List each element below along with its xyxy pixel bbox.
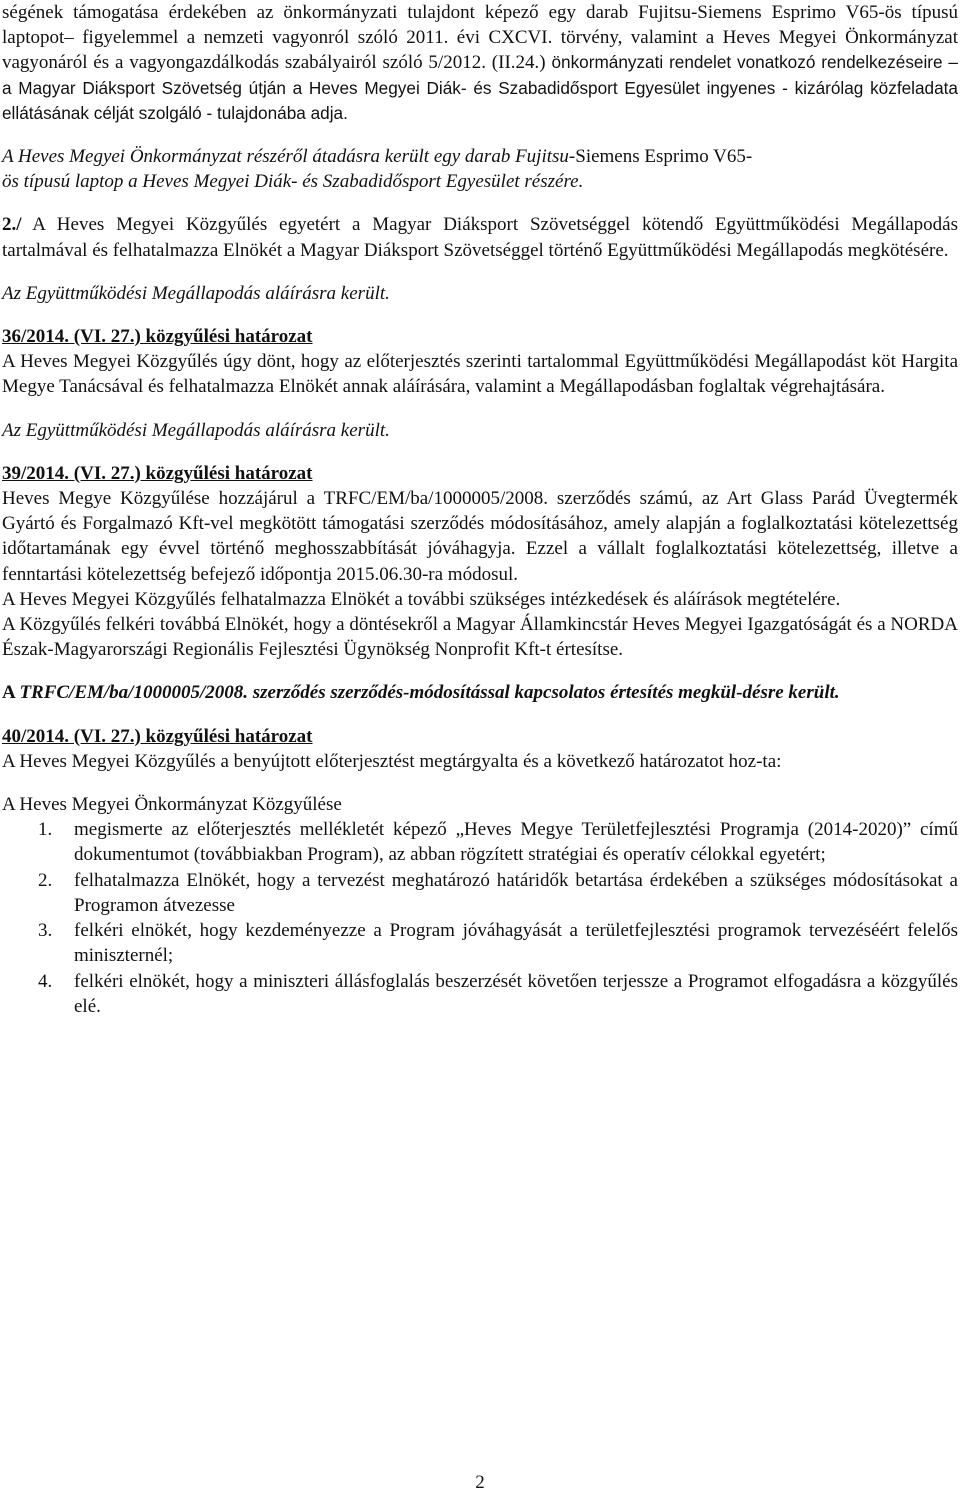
resolution-39-note-contract: TRFC/EM/ba/1000005/2008. [19,682,248,704]
list-item-number: 4. [38,970,53,992]
resolution-36-heading: 36/2014. (VI. 27.) közgyűlési határozat [2,326,313,348]
spacer [2,443,958,461]
resolution-40-list [2,817,958,1019]
point-2-paragraph [2,212,958,262]
transfer-note-part3: ös típusú laptop a Heves Megyei Diák- és Szabadidősport Egyesület részére. [2,171,584,193]
resolution-39-paragraph-3: A Közgyűlés felkéri továbbá Elnökét, hogy a döntésekről a Magyar Államkincstár Heves Megyei Igazgatóságát és a NORDA Észak-Magyarországi Regionális Fejlesztési Ügynökség Nonprofit Kft-t értesítse. [2,614,958,661]
spacer [2,194,958,212]
point-2-text: A Heves Megyei Közgyűlés egyetért a Magyar Diáksport Szövetséggel kötendő Együttműködési Megállapodás tartalmával és felhatalmazza Elnökét a Magyar Diáksport Szövetséggel történő Együttműködési Megállapodás megkötésére. [2,214,958,261]
resolution-39-heading: 39/2014. (VI. 27.) közgyűlési határozat [2,462,313,484]
spacer [2,706,958,724]
resolution-39-note-c: szerződés szerződés-módosítással kapcsolatos értesítés megkül-désre került. [248,682,840,704]
assembly-line: A Heves Megyei Önkormányzat Közgyűlése [2,794,342,816]
list-item-text: felhatalmazza Elnökét, hogy a tervezést meghatározó határidők betartása érdekében a szükséges módosításokat a Programon átvezesse [74,869,958,916]
resolution-39-note [2,680,958,705]
spacer [2,400,958,418]
spacer [2,662,958,680]
resolution-39-note-a: A [2,682,20,704]
resolution-36-text: A Heves Megyei Közgyűlés úgy dönt, hogy az előterjesztés szerinti tartalommal Együttműködési Megállapodást köt Hargita Megye Tanácsával és felhatalmazza Elnökét annak aláírására, valamint a Megállapodásban foglaltak végrehajtására. [2,351,958,398]
list-item [2,969,958,1019]
intro-paragraph [2,0,958,126]
list-item-number: 3. [38,920,53,942]
list-item [2,918,958,968]
resolution-40-heading: 40/2014. (VI. 27.) közgyűlési határozat [2,725,313,747]
signed-note-1: Az Együttműködési Megállapodás aláírásra került. [2,282,390,304]
list-item-text: felkéri elnökét, hogy a miniszteri állásfoglalás beszerzését követően terjessze a Programot elfogadásra a közgyűlés elé. [74,970,958,1017]
spacer [2,126,958,144]
page-number: 2 [475,1472,485,1493]
resolution-39-paragraph-1: Heves Megye Közgyűlése hozzájárul a TRFC/EM/ba/1000005/2008. szerződés számú, az Art Glass Parád Üvegtermék Gyártó és Forgalmazó Kft-vel megkötött támogatási szerződés módosításához, amely alapján a foglalkoztatási kötelezettség időtartamának egy évvel történő meghosszabbítását jóváhagyja. Ezzel a vállalt foglalkoztatási kötelezettség, illetve a fenntartási kötelezettség befejező időpontja 2015.06.30-ra módosul. [2,488,958,585]
transfer-note-part1: A Heves Megyei Önkormányzat részéről átadásra került egy darab Fujitsu- [2,146,576,168]
spacer [2,306,958,324]
resolution-39-paragraph-2: A Heves Megyei Közgyűlés felhatalmazza Elnökét a további szükséges intézkedések és aláírások megtételére. [2,588,841,610]
point-2-marker: 2./ [2,214,22,236]
transfer-note-part2: Siemens Esprimo V65- [575,146,753,168]
spacer [2,774,958,792]
transfer-note [2,144,958,194]
list-item [2,868,958,918]
resolution-40-text: A Heves Megyei Közgyűlés a benyújtott előterjesztést megtárgyalta és a következő határozatot hoz-ta: [2,750,782,772]
list-item-text: megismerte az előterjesztés mellékletét képező „Heves Megye Területfejlesztési Programja (2014-2020)” című dokumentumot (továbbiakban Program), az abban rögzített stratégiai és operatív célokkal egyetért; [74,819,958,866]
signed-note-2: Az Együttműködési Megállapodás aláírásra került. [2,419,390,441]
spacer [2,263,958,281]
intro-text-sans: önkormányzati rendelet vonatkozó rendelkezéseire – a Magyar Diáksport Szövetség útján a Heves Megyei Diák- és Szabadidősport Egyesület ingyenes - kizárólag közfeladata ellátásának célját szolgáló - tulajdonába adja. [2,52,958,123]
list-item-number: 2. [38,869,53,891]
list-item-number: 1. [38,819,53,841]
intro-text-serif: ségének támogatása érdekében az önkormányzati tulajdont képező egy darab Fujitsu-Siemens Esprimo V65-ös típusú laptopot– figyelemmel a nemzeti vagyonról szóló 2011. évi CXCVI. törvény, valamint a Heves Megyei Önkormányzat vagyonáról és a vagyongazdálkodás szabályairól szóló 5/2012. (II.24.) [2,2,958,74]
list-item [2,817,958,867]
list-item-text: felkéri elnökét, hogy kezdeményezze a Program jóváhagyását a területfejlesztési programok tervezéséért felelős miniszternél; [74,920,958,967]
